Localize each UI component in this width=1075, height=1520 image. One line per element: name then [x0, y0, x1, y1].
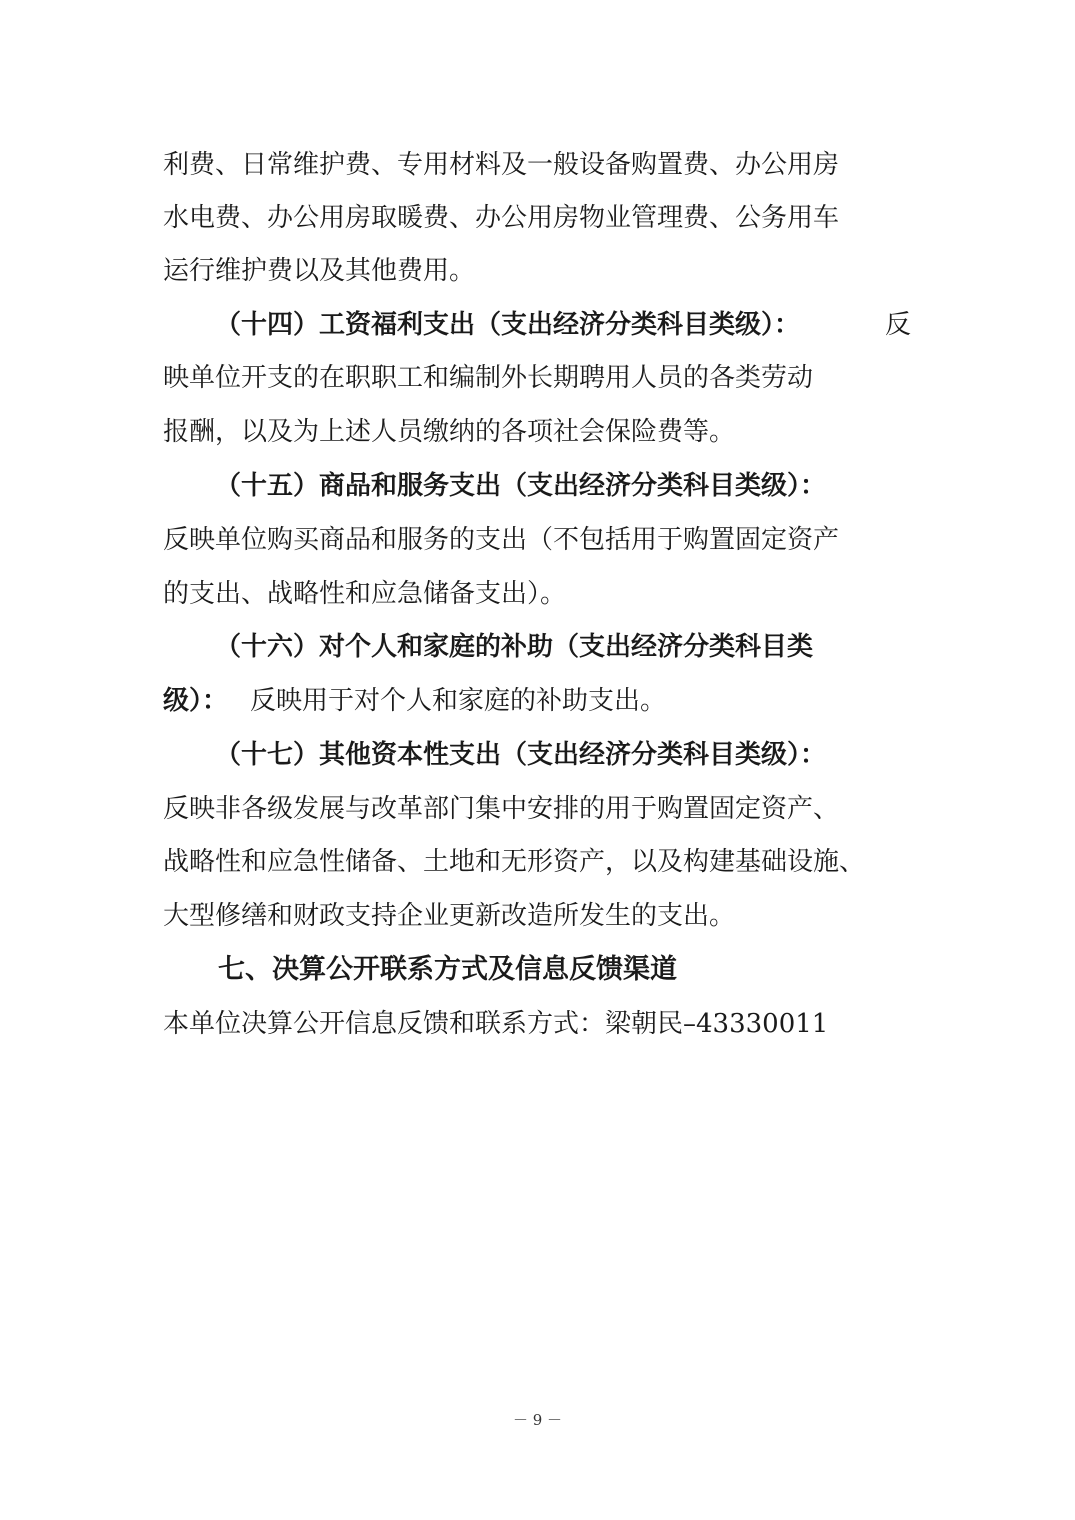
paragraph-line: [0, 244, 1075, 298]
line-text: 利费、日常维护费、专用材料及一般设备购置费、办公用房: [163, 150, 840, 180]
contact-text: 本单位决算公开信息反馈和联系方式：梁朝民–43330011: [163, 1009, 829, 1039]
paragraph-line: [0, 567, 1075, 621]
item-heading-line: [0, 674, 1075, 728]
line-text: 报酬，以及为上述人员缴纳的各项社会保险费等。: [163, 417, 736, 447]
line-text: 战略性和应急性储备、土地和无形资产，以及构建基础设施、: [163, 847, 866, 877]
line-text: 运行维护费以及其他费用。: [163, 256, 476, 286]
item-heading-line: [0, 298, 1075, 352]
contact-line: [0, 997, 1075, 1051]
line-text: 大型修缮和财政支持企业更新改造所发生的支出。: [163, 901, 736, 931]
item-title: （十四）工资福利支出（支出经济分类科目类级）：: [215, 310, 801, 340]
line-text: 反映单位购买商品和服务的支出（不包括用于购置固定资产: [163, 525, 840, 555]
line-text: 反映用于对个人和家庭的补助支出。: [250, 686, 667, 716]
line-text: 反映非各级发展与改革部门集中安排的用于购置固定资产、: [163, 794, 840, 824]
paragraph-line: [0, 513, 1075, 567]
section-heading-line: [0, 943, 1075, 997]
paragraph-line: [0, 889, 1075, 943]
section-heading: 七、决算公开联系方式及信息反馈渠道: [218, 954, 677, 985]
item-title: （十七）其他资本性支出（支出经济分类科目类级）：: [215, 740, 827, 770]
paragraph-line: [0, 351, 1075, 405]
item-heading-line: [0, 459, 1075, 513]
item-title-continued: 级）：: [163, 686, 229, 716]
page-number: － 9 －: [512, 1411, 563, 1429]
item-title: （十六）对个人和家庭的补助（支出经济分类科目类: [215, 632, 814, 662]
paragraph-line: [0, 835, 1075, 889]
line-text: 水电费、办公用房取暖费、办公用房物业管理费、公务用车: [163, 203, 840, 233]
line-text: 的支出、战略性和应急储备支出）。: [163, 579, 567, 609]
paragraph-line: [0, 782, 1075, 836]
item-heading-line: [0, 620, 1075, 674]
line-text: 映单位开支的在职职工和编制外长期聘用人员的各类劳动: [163, 363, 814, 393]
item-title: （十五）商品和服务支出（支出经济分类科目类级）：: [215, 471, 827, 501]
paragraph-line: [0, 191, 1075, 245]
paragraph-line: [0, 405, 1075, 459]
item-heading-line: [0, 728, 1075, 782]
line-text: 反: [885, 310, 912, 340]
paragraph-line: [0, 138, 1075, 192]
